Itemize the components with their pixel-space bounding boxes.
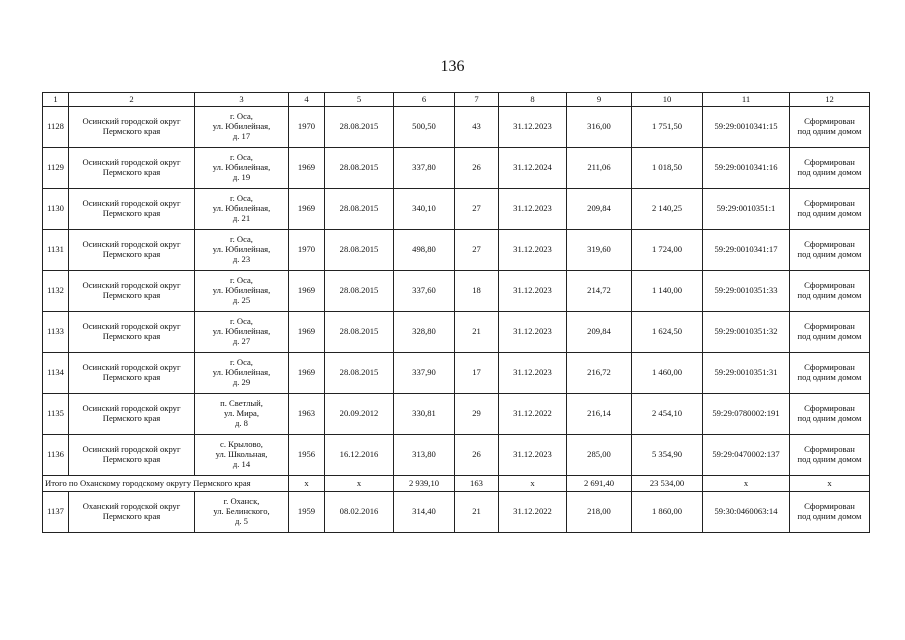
page-number: 136 [440,58,465,75]
deadline: 31.12.2023 [499,271,567,312]
table-row [43,107,870,148]
address-line: д. 25 [232,294,251,305]
column-9-value: 316,00 [567,107,632,148]
address-line: г. Оса, [230,275,253,286]
deadline: 31.12.2023 [499,435,567,476]
municipality-line: Осинский городской округ [82,116,181,127]
deadline: 31.12.2022 [499,394,567,435]
land-status-line: под одним домом [797,413,862,423]
row-number: 1129 [43,148,69,189]
address-line: г. Оса, [230,152,253,163]
column-10-value: 2 140,25 [632,189,703,230]
municipality-line: Осинский городской округ [82,362,181,373]
table-row [43,435,870,476]
area: 328,80 [394,312,455,353]
municipality-line: Пермского края [102,454,161,464]
land-status-line: под одним домом [797,511,862,521]
row-number: 1132 [43,271,69,312]
area: 337,60 [394,271,455,312]
cadastral-number: 59:29:0010351:33 [703,271,790,312]
address-line: д. 17 [232,130,251,141]
resident-count: 27 [455,230,499,271]
build-year: 1963 [289,394,325,435]
address [195,492,289,533]
column-header-1: 1 [43,93,69,107]
row-number: 1134 [43,353,69,394]
row-number: 1130 [43,189,69,230]
total-c8: x [499,476,567,492]
row-number: 1137 [43,492,69,533]
address-line: ул. Мира, [223,408,259,419]
column-header-10: 10 [632,93,703,107]
table-row [43,271,870,312]
land-status [790,271,870,312]
address-line: г. Оханск, [223,496,260,507]
address-line: ул. Юбилейная, [212,244,271,255]
column-header-9: 9 [567,93,632,107]
total-c5: x [325,476,394,492]
column-10-value: 1 751,50 [632,107,703,148]
land-status [790,492,870,533]
municipality-line: Пермского края [102,372,161,382]
land-status-line: под одним домом [797,372,862,382]
cadastral-number: 59:29:0010341:17 [703,230,790,271]
municipality [69,492,195,533]
deadline: 31.12.2024 [499,148,567,189]
build-year: 1969 [289,148,325,189]
area: 337,90 [394,353,455,394]
municipality-line: Осинский городской округ [82,157,181,168]
column-10-value: 1 860,00 [632,492,703,533]
municipality-line: Пермского края [102,208,161,218]
address-line: д. 29 [232,376,251,387]
municipality-line: Пермского края [102,167,161,177]
area: 337,80 [394,148,455,189]
recognition-date: 28.08.2015 [325,148,394,189]
cadastral-number: 59:29:0010351:1 [703,189,790,230]
area: 314,40 [394,492,455,533]
resident-count: 27 [455,189,499,230]
land-status-line: Сформирован [804,198,855,209]
municipality [69,435,195,476]
recognition-date: 28.08.2015 [325,230,394,271]
land-status-line: Сформирован [804,444,855,455]
address-line: г. Оса, [230,193,253,204]
recognition-date: 16.12.2016 [325,435,394,476]
table-row [43,230,870,271]
municipality-line: Пермского края [102,331,161,341]
land-status-line: Сформирован [804,116,855,127]
land-status-line: под одним домом [797,290,862,300]
land-status [790,394,870,435]
address [195,230,289,271]
municipality-line: Осинский городской округ [82,198,181,209]
recognition-date: 20.09.2012 [325,394,394,435]
address-line: ул. Школьная, [215,449,268,460]
cadastral-number: 59:29:0010351:32 [703,312,790,353]
municipality-line: Осинский городской округ [82,444,181,455]
row-number: 1131 [43,230,69,271]
build-year: 1969 [289,353,325,394]
cadastral-number: 59:30:0460063:14 [703,492,790,533]
resident-count: 43 [455,107,499,148]
address-line: д. 19 [232,171,251,182]
municipality-line: Пермского края [102,126,161,136]
column-10-value: 1 724,00 [632,230,703,271]
build-year: 1970 [289,230,325,271]
column-9-value: 216,72 [567,353,632,394]
address [195,271,289,312]
register-table [42,92,870,533]
land-status-line: под одним домом [797,167,862,177]
resident-count: 29 [455,394,499,435]
row-number: 1133 [43,312,69,353]
column-9-value: 211,06 [567,148,632,189]
column-9-value: 216,14 [567,394,632,435]
address-line: г. Оса, [230,234,253,245]
municipality [69,107,195,148]
land-status [790,353,870,394]
municipality-line: Осинский городской округ [82,239,181,250]
build-year: 1970 [289,107,325,148]
table-row [43,312,870,353]
deadline: 31.12.2023 [499,230,567,271]
column-9-value: 209,84 [567,312,632,353]
address-line: д. 23 [232,253,251,264]
address-line: ул. Юбилейная, [212,203,271,214]
address-line: г. Оса, [230,316,253,327]
municipality [69,230,195,271]
land-status-line: под одним домом [797,454,862,464]
land-status-line: Сформирован [804,239,855,250]
municipality-line: Пермского края [102,511,161,521]
column-header-6: 6 [394,93,455,107]
cadastral-number: 59:29:0010341:15 [703,107,790,148]
resident-count: 17 [455,353,499,394]
address-line: д. 14 [232,458,251,469]
recognition-date: 28.08.2015 [325,189,394,230]
deadline: 31.12.2023 [499,107,567,148]
land-status [790,435,870,476]
build-year: 1969 [289,189,325,230]
column-header-11: 11 [703,93,790,107]
address-line: г. Оса, [230,111,253,122]
resident-count: 26 [455,435,499,476]
area: 500,50 [394,107,455,148]
total-c11: x [703,476,790,492]
land-status-line: под одним домом [797,208,862,218]
table-body [43,107,870,533]
resident-count: 18 [455,271,499,312]
municipality [69,189,195,230]
recognition-date: 28.08.2015 [325,107,394,148]
address [195,353,289,394]
address-line: ул. Юбилейная, [212,285,271,296]
municipality-line: Осинский городской округ [82,403,181,414]
land-status-line: Сформирован [804,280,855,291]
column-9-value: 285,00 [567,435,632,476]
build-year: 1959 [289,492,325,533]
address [195,148,289,189]
table-row [43,353,870,394]
land-status [790,107,870,148]
municipality [69,271,195,312]
land-status-line: Сформирован [804,157,855,168]
address [195,189,289,230]
total-c6: 2 939,10 [394,476,455,492]
build-year: 1956 [289,435,325,476]
address [195,107,289,148]
area: 313,80 [394,435,455,476]
address-line: д. 8 [235,417,248,428]
land-status-line: Сформирован [804,403,855,414]
cadastral-number: 59:29:0010351:31 [703,353,790,394]
column-10-value: 1 460,00 [632,353,703,394]
cadastral-number: 59:29:0470002:137 [703,435,790,476]
land-status [790,189,870,230]
land-status [790,312,870,353]
land-status-line: под одним домом [797,126,862,136]
resident-count: 26 [455,148,499,189]
total-c7: 163 [455,476,499,492]
column-header-5: 5 [325,93,394,107]
table-row [43,148,870,189]
column-header-12: 12 [790,93,870,107]
deadline: 31.12.2023 [499,353,567,394]
address-line: ул. Юбилейная, [212,367,271,378]
build-year: 1969 [289,271,325,312]
header-row [43,93,870,107]
address-line: ул. Юбилейная, [212,326,271,337]
row-number: 1128 [43,107,69,148]
address-line: д. 21 [232,212,251,223]
municipality [69,312,195,353]
municipality [69,353,195,394]
column-9-value: 218,00 [567,492,632,533]
recognition-date: 08.02.2016 [325,492,394,533]
cadastral-number: 59:29:0780002:191 [703,394,790,435]
municipality-line: Осинский городской округ [82,280,181,291]
municipality-line: Пермского края [102,413,161,423]
total-row [43,476,870,492]
build-year: 1969 [289,312,325,353]
column-header-4: 4 [289,93,325,107]
column-10-value: 1 018,50 [632,148,703,189]
address-line: д. 27 [232,335,251,346]
land-status-line: Сформирован [804,321,855,332]
address-line: г. Оса, [230,357,253,368]
recognition-date: 28.08.2015 [325,353,394,394]
address-line: с. Крылово, [220,439,263,450]
row-number: 1136 [43,435,69,476]
land-status-line: Сформирован [804,362,855,373]
address-line: ул. Белинского, [213,506,270,517]
column-10-value: 2 454,10 [632,394,703,435]
resident-count: 21 [455,312,499,353]
address-line: д. 5 [235,515,248,526]
column-10-value: 1 624,50 [632,312,703,353]
land-status [790,230,870,271]
area: 330,81 [394,394,455,435]
municipality [69,394,195,435]
resident-count: 21 [455,492,499,533]
municipality-line: Осинский городской округ [82,321,181,332]
address [195,394,289,435]
column-header-7: 7 [455,93,499,107]
total-label: Итого по Оханскому городскому округу Пермского края [43,476,289,492]
municipality-line: Пермского края [102,290,161,300]
total-c10: 23 534,00 [632,476,703,492]
total-c4: x [289,476,325,492]
municipality-line: Оханский городской округ [82,501,181,512]
address [195,312,289,353]
column-9-value: 209,84 [567,189,632,230]
land-status-line: Сформирован [804,501,855,512]
column-9-value: 214,72 [567,271,632,312]
table-row [43,492,870,533]
area: 498,80 [394,230,455,271]
land-status-line: под одним домом [797,331,862,341]
column-10-value: 1 140,00 [632,271,703,312]
table-row [43,394,870,435]
total-c12: x [790,476,870,492]
column-header-3: 3 [195,93,289,107]
total-c9: 2 691,40 [567,476,632,492]
column-header-8: 8 [499,93,567,107]
address-line: ул. Юбилейная, [212,121,271,132]
land-status-line: под одним домом [797,249,862,259]
deadline: 31.12.2023 [499,189,567,230]
address-line: п. Светлый, [220,398,263,409]
table-header [43,93,870,107]
recognition-date: 28.08.2015 [325,312,394,353]
deadline: 31.12.2023 [499,312,567,353]
cadastral-number: 59:29:0010341:16 [703,148,790,189]
address-line: ул. Юбилейная, [212,162,271,173]
column-header-2: 2 [69,93,195,107]
address [195,435,289,476]
deadline: 31.12.2022 [499,492,567,533]
land-status [790,148,870,189]
area: 340,10 [394,189,455,230]
table-row [43,189,870,230]
column-10-value: 5 354,90 [632,435,703,476]
municipality [69,148,195,189]
column-9-value: 319,60 [567,230,632,271]
municipality-line: Пермского края [102,249,161,259]
row-number: 1135 [43,394,69,435]
recognition-date: 28.08.2015 [325,271,394,312]
